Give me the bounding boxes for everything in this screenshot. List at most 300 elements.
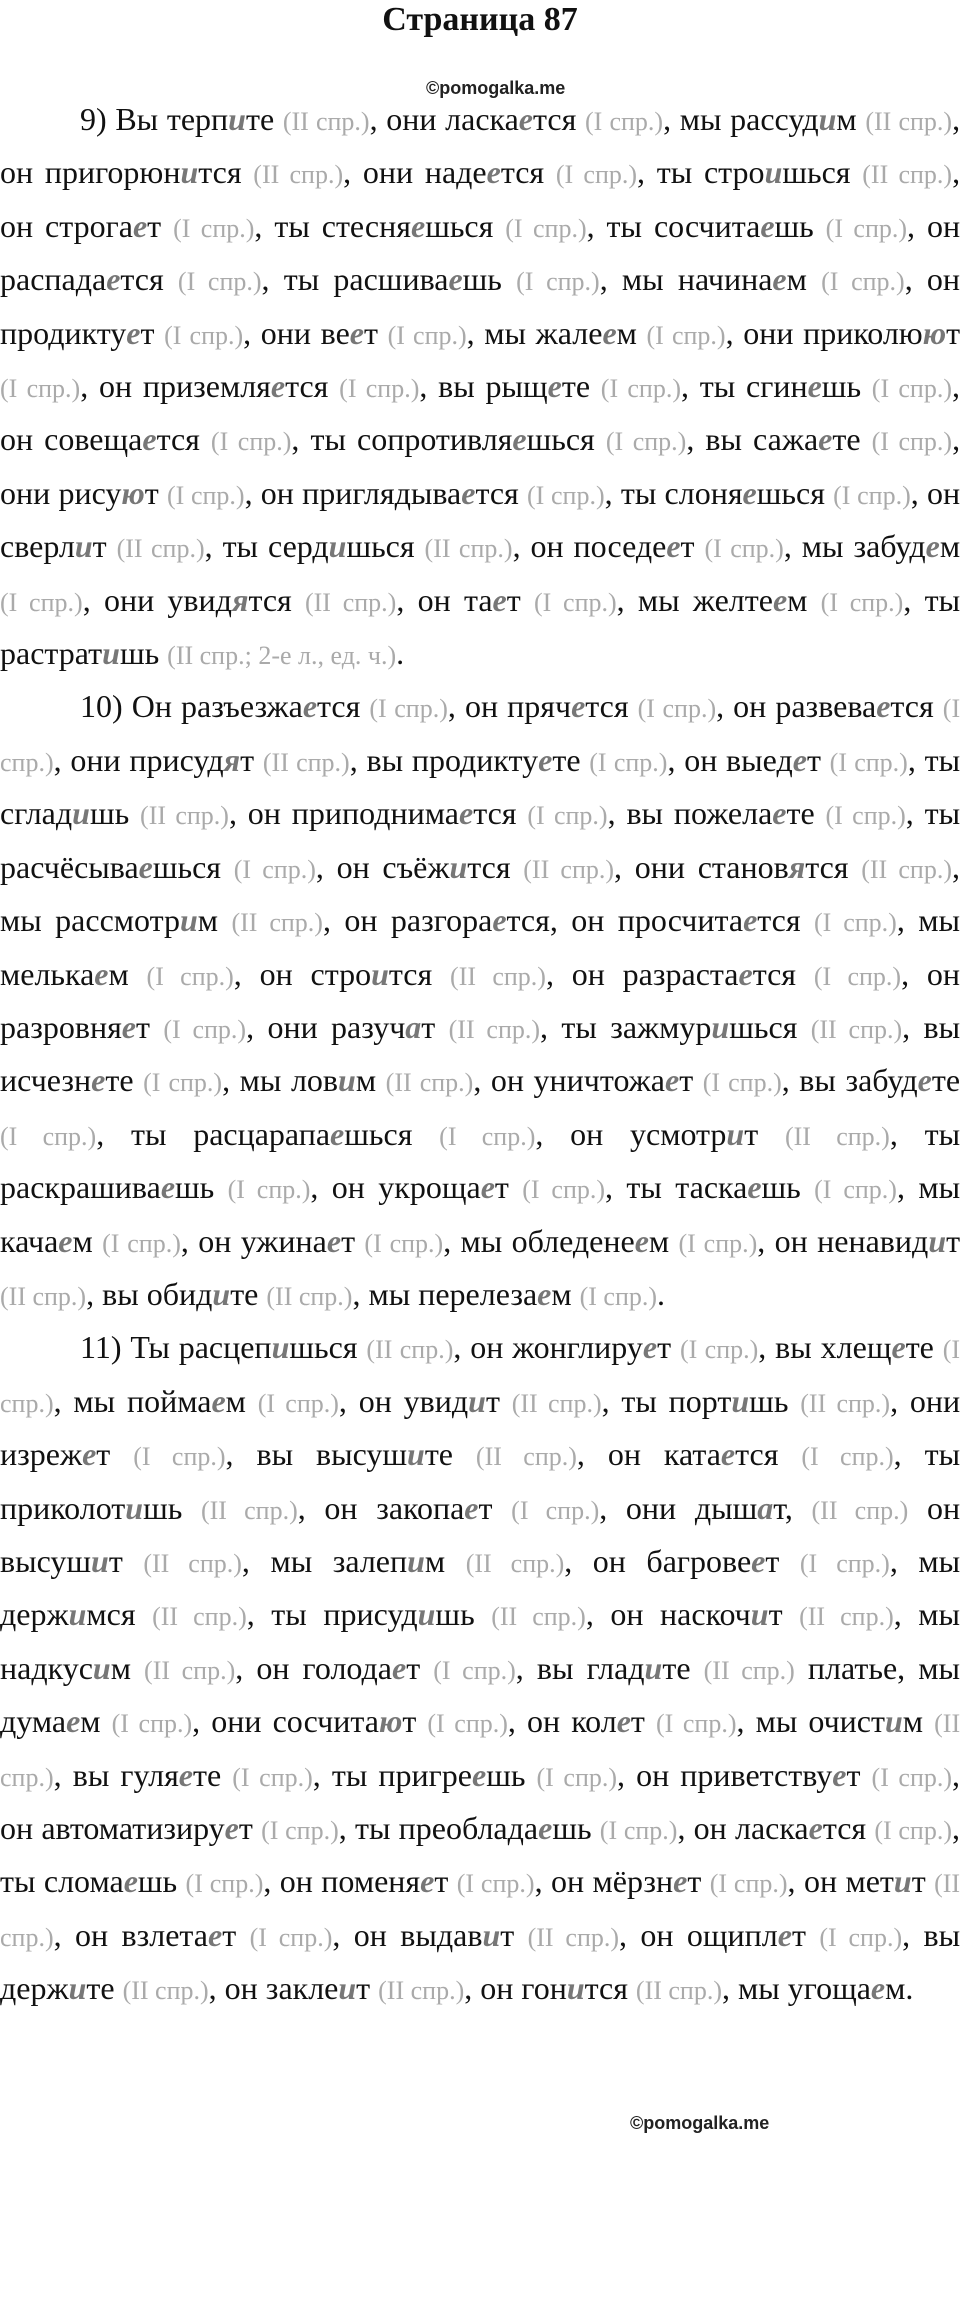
ending-vowel: е [571,688,586,725]
ending-vowel: е [461,474,476,511]
verb-entry: он закопает (I спр.), [324,1489,608,1526]
ending-vowel: е [742,474,757,511]
ending-vowel: и [417,1596,436,1633]
verb-entry: мы угощаем. [738,1970,914,2007]
conjugation-note: (II спр.) [152,1602,247,1632]
ending-vowel: е [330,1115,345,1152]
verb-entry: он съёжится (II спр.), [336,848,623,885]
verb-form: он просчитается [571,902,801,939]
verb-form: мы перелезаем [368,1275,572,1312]
conjugation-note: (I спр.) [505,213,587,243]
conjugation-note: (II спр.) [784,1121,890,1151]
verb-form: вы исчезнете [0,1008,960,1099]
verb-entry: он пригорюнится (II спр.), [0,154,352,191]
conjugation-note: (II спр.) [475,1442,577,1472]
ending-vowel: и [764,154,783,191]
verb-form: Он разъезжается [131,688,361,725]
verb-entry: он мёрзнет (I спр.), [550,1863,796,1900]
verb-entry: ты зажмуришься (II спр.), [561,1008,911,1045]
conjugation-note: (I спр.) [605,427,687,457]
ending-vowel: е [537,1275,552,1312]
conjugation-note: (I спр.) [111,1709,193,1739]
conjugation-note: (I спр.) [637,694,717,724]
verb-form: он гонится [480,1970,628,2007]
conjugation-note: (I спр.) [439,1121,536,1151]
conjugation-note: (II спр.) [810,1014,903,1044]
verb-form: они веет [260,314,378,351]
ending-vowel: е [410,207,426,244]
conjugation-note: (I спр.) [516,267,600,297]
verb-form: он строгает [0,207,162,244]
conjugation-note: (II спр.) [282,107,370,136]
ending-vowel: е [349,314,364,351]
verb-entry: он багровеет (I спр.), [592,1542,898,1579]
verb-form: Ты расцепишься [130,1329,358,1366]
verb-form: они ласкается [386,101,577,137]
verb-form: мы держимся [0,1542,960,1633]
verb-entry [537,1650,795,1686]
ending-vowel: е [480,1169,495,1206]
conjugation-note: (II спр.) [0,1281,87,1311]
conjugation-note: (I спр.) [133,1442,226,1472]
ending-vowel: е [142,421,157,458]
verb-form: он голодает [256,1649,421,1686]
verb-form: они становятся [634,848,849,885]
verb-form: ты преобладаешь [354,1810,592,1846]
conjugation-note: (I спр.) [185,1869,264,1899]
verb-entry: ты сгладишь (II спр.), [0,741,960,832]
conjugation-note: (I спр.) [813,908,897,938]
ending-vowel: и [92,1649,111,1686]
ending-vowel: е [876,688,891,725]
conjugation-note: (II спр.) [511,1388,602,1418]
ending-vowel: а [757,1489,774,1526]
verb-form: мы залепим [270,1542,446,1579]
verb-form: они присудят [70,741,255,778]
conjugation-note: (II спр.) [527,1922,620,1952]
conjugation-note: (I спр.) [146,961,234,991]
ending-vowel: е [121,1008,136,1045]
verb-entry: вы пожелаете (I спр.), [626,795,914,832]
ending-vowel: ю [378,1703,403,1740]
conjugation-note: (I спр.) [821,267,905,297]
ending-vowel: и [212,1275,231,1312]
conjugation-note: (I спр.) [679,1335,759,1365]
verb-entry: ты раскрашиваешь (I спр.), [0,1115,960,1206]
conjugation-note: (II спр.) [144,1655,236,1685]
verb-entry: он жонглирует (I спр.), [470,1329,767,1366]
conjugation-note: (II спр.) [811,1495,909,1525]
conjugation-note: (I спр.) [584,107,664,136]
conjugation-note: (I спр.) [527,801,608,831]
verb-form: мы забудем [801,528,960,565]
verb-form: ты сосчитаешь [606,207,814,244]
verb-form: мы ловим [239,1062,377,1099]
ending-vowel: и [74,528,93,565]
verb-entry: ты сердишься (II спр.), [222,528,521,565]
verb-form: ты сгинешь [699,368,862,405]
conjugation-note: (I спр.) [704,534,784,564]
verb-entry: мы начинаем (I спр.), [621,261,913,298]
ending-vowel: и [68,1596,87,1633]
verb-entry: они приколюют (I спр.), [0,314,960,405]
verb-entry: он усмотрит (II спр.), [570,1115,898,1152]
verb-entry: он приземляется (I спр.), [98,368,428,405]
verb-form: он мёрзнет [550,1863,702,1900]
ending-vowel: е [326,1222,342,1259]
verb-entry: он голодает (I спр.), [256,1649,524,1686]
verb-entry: ты расчёсываешься (I спр.), [0,795,960,885]
ending-vowel: е [743,902,758,939]
verb-entry: он заклeит (II спр.), [224,1970,473,2007]
verb-entry: ты стесняешься (I спр.), [274,207,595,244]
ending-vowel: ю [922,314,947,351]
verb-entry: вы исчезнете (I спр.), [0,1008,960,1099]
conjugation-note: (I спр.) [0,587,83,617]
verb-form: ты сердишься [222,528,415,565]
ending-vowel: е [720,1436,736,1473]
ending-vowel: е [66,1703,81,1740]
conjugation-note: (I спр.) [387,320,467,350]
verb-entry: он разрастается (I спр.), [571,955,910,992]
conjugation-note: (II спр.) [799,1602,894,1632]
verb-entry: он продиктует (I спр.), [0,261,960,351]
verb-entry: он разгорается, [344,902,558,939]
conjugation-note: (II спр.) [0,1869,960,1952]
conjugation-note: (I спр.) [579,1281,658,1311]
conjugation-note: (II спр.) [800,1388,891,1418]
page-title: Страница 87 [382,1,578,38]
verb-entry: вы обидите (II спр.), [102,1275,361,1312]
verb-entry: они веет (I спр.), [260,314,475,351]
verb-entry: они разучат (II спр.), [267,1008,549,1045]
verb-entry: он уничтожает (I спр.), [490,1062,790,1099]
verb-form: он автоматизирует [0,1810,253,1846]
verb-form: мы обледенеем [460,1222,670,1259]
ending-vowel: е [512,421,527,458]
conjugation-note: (II спр.) [448,1014,541,1044]
conjugation-note: (II спр.) [703,1655,795,1685]
ending-vowel: е [138,848,153,885]
verb-form: он ощиплет [640,1916,806,1953]
verb-entry: вы гуляете (I спр.), [72,1756,321,1793]
verb-form: ты таскаешь [626,1169,801,1206]
verb-form: ты расцарапаешься [130,1115,413,1152]
ending-vowel: и [885,1703,903,1740]
ending-vowel: и [125,1489,144,1526]
verb-entry: он взлетает (I спр.), [75,1916,341,1953]
ending-vowel: е [664,1062,680,1099]
verb-form: они разучат [267,1008,436,1045]
conjugation-note: (I спр.) [599,1816,678,1845]
verb-form: он ненавидит [774,1222,960,1259]
verb-entry: мы очистим (II спр.), [0,1703,960,1793]
ending-vowel: е [472,1756,487,1793]
verb-entry: ты таскаешь (I спр.), [626,1169,905,1206]
exercise-paragraph [0,1322,960,2016]
verb-entry: он распадается (I спр.), [0,207,960,298]
ending-vowel: е [492,902,507,939]
verb-form: ты сопротивляешься [310,421,595,458]
verb-form: они приколюют [743,314,960,351]
ending-vowel: е [870,1970,886,2007]
ending-vowel: и [68,1970,87,2007]
verb-entry: он совещается (I спр.), [0,421,300,458]
conjugation-note: (II спр.) [253,160,344,190]
conjugation-note: (II спр.) [266,1281,353,1311]
ending-vowel: е [602,314,617,351]
verb-entry: вы сажаете (I спр.), [705,421,960,458]
verb-form: вы гуляете [72,1756,222,1793]
conjugation-note: (I спр.) [709,1869,788,1899]
ending-vowel: е [518,101,533,137]
verb-form: ты пригреешь [331,1756,526,1793]
verb-form: он приземляется [98,368,329,405]
conjugation-note: (I спр.) [819,1922,903,1952]
verb-form: он увидит [358,1382,500,1419]
verb-form: он метит [803,1863,926,1900]
verb-entry: 10) Он разъезжается (I спр.), [80,688,456,725]
verb-form: мы угощаем [738,1970,906,2007]
verb-form: ты строишься [656,154,851,191]
ending-vowel: е [747,1169,762,1206]
ending-vowel: е [160,1169,176,1206]
verb-form: ты зажмуришься [561,1008,798,1045]
verb-form: он приглядывается [260,474,519,511]
conjugation-note: (I спр.) [173,213,255,243]
verb-form: он багровеет [592,1542,780,1579]
ending-vowel: е [891,1329,906,1366]
verb-entry: они рисуют (I спр.), [0,474,253,511]
conjugation-note: (I спр.) [511,1495,600,1525]
verb-form: он тает [417,581,521,618]
conjugation-note: (II спр.) [861,854,952,884]
verb-form: он разгорается [344,902,550,939]
verb-form: он ужинает [198,1222,356,1259]
verb-entry: ты сгинешь (I спр.), [699,368,960,405]
verb-entry: мы обледенеем (I спр.), [460,1222,766,1259]
verb-entry: он просчитается (I спр.), [571,902,905,939]
exercise-paragraph [0,94,960,681]
verb-entry: мы мелькаем (I спр.), [0,902,960,992]
verb-entry: 11) Ты расцепишься (II спр.), [80,1329,462,1366]
ending-vowel: и [468,1382,486,1419]
ending-vowel: е [486,154,501,191]
conjugation-note: (II спр.) [0,1709,960,1792]
ending-vowel: е [106,261,121,298]
conjugation-note: (I спр.) [433,1655,516,1685]
verb-entry: он развевается (I спр.), [0,688,960,778]
verb-form: мы жалеем [484,314,637,351]
verb-form: он распадается [0,207,960,298]
conjugation-note: (II спр.) [465,1548,565,1578]
verb-form: он уничтожает [490,1062,694,1099]
verb-form: он катается [607,1436,779,1473]
verb-entry: мы рассудим (II спр.), [679,101,960,137]
verb-entry: мы забудем (I спр.), [0,528,960,618]
verb-entry: он ужинает (I спр.), [198,1222,452,1259]
ending-vowel: я [788,848,806,885]
ending-vowel: е [458,795,474,832]
verb-form: они надеется [362,154,545,191]
conjugation-note: (II спр.) [378,1976,465,2006]
ending-vowel: и [91,1542,109,1579]
ending-vowel: и [228,101,246,137]
verb-entry: они становятся (II спр.), [634,848,960,885]
verb-form: он наскочит [610,1596,783,1633]
verb-form: он взлетает [75,1916,237,1953]
verb-form: вы гладите [536,1649,691,1686]
ending-vowel: и [180,154,199,191]
verb-entry: он прячется (I спр.), [464,688,725,725]
conjugation-note: (I спр.) [646,320,726,350]
verb-form: они увидятся [103,581,292,618]
verb-entry: он приподнимается (I спр.), [247,795,616,832]
verb-form: мы надкусим [0,1596,960,1686]
verb-form: ты сломаешь [0,1863,178,1900]
verb-form: мы рассмотрим [0,902,219,939]
conjugation-note: (II спр.) [385,1068,474,1098]
conjugation-note: (I спр.) [164,320,244,350]
conjugation-note: (I спр.) [829,747,908,777]
verb-form: он колет [527,1703,645,1740]
ending-vowel: е [91,1062,106,1099]
verb-entry: ты строишься (II спр.), [656,154,960,191]
conjugation-note: (I спр.) [232,1762,313,1792]
verb-entry: мы поймаем (I спр.), [73,1382,347,1419]
ending-vowel: и [328,528,347,565]
verb-form: он ласкается [693,1810,867,1846]
conjugation-note: (II спр.) [523,854,615,884]
ending-vowel: е [538,1810,553,1846]
verb-form: он прячется [464,688,629,725]
conjugation-note: (I спр.) [825,213,908,243]
verb-form: вы обидите [102,1275,259,1312]
conjugation-note: (I спр.) [0,1335,960,1418]
verb-form: ты растратишь [0,581,960,672]
verb-form: платье, мы думаем [0,1649,960,1740]
verb-form: ты раскрашиваешь [0,1115,960,1206]
ending-vowel: е [673,1863,688,1900]
verb-entry: ты присудишь (II спр.), [271,1596,594,1633]
ending-vowel: е [391,1649,407,1686]
ending-vowel: е [132,207,148,244]
verb-form: ты приколотишь [0,1436,960,1526]
conjugation-note: (II спр.; 2-е л., ед. ч.) [167,641,397,671]
conjugation-note: (II спр.) [200,1495,298,1525]
conjugation-note: (I спр.) [600,374,681,404]
ending-vowel: е [772,795,787,832]
conjugation-note: (I спр.) [871,374,952,404]
verb-entry: мы надкусим (II спр.), [0,1596,960,1686]
verb-entry: вы держите (II спр.), [0,1916,960,2007]
ending-vowel: е [270,368,286,405]
verb-entry: мы держимся (II спр.), [0,1542,960,1633]
conjugation-note: (II спр.) [491,1602,586,1632]
ending-vowel: е [642,1329,658,1366]
verb-form: они сосчитают [211,1703,417,1740]
conjugation-note: (I спр.) [555,160,638,190]
ending-vowel: е [538,741,553,778]
conjugation-note: (I спр.) [533,587,617,617]
conjugation-note: (II спр.) [424,534,513,564]
conjugation-note: (I спр.) [833,480,911,510]
conjugation-note: (I спр.) [814,1175,897,1205]
ending-vowel: е [492,581,507,618]
verb-form: он сверлит [0,474,960,565]
verb-entry: они сосчитают (I спр.), [211,1703,516,1740]
verb-entry: он строится (II спр.), [259,955,554,992]
conjugation-note: (II спр.) [122,1976,209,2006]
ending-vowel: и [644,1649,663,1686]
verb-entry: он колет (I спр.), [527,1703,745,1740]
verb-entry: ты растратишь (II спр.; 2-е л., ед. ч.). [0,581,960,672]
verb-form: он разрастается [571,955,797,992]
verb-form: вы пожелаете [626,795,815,832]
conjugation-note: (I спр.) [102,1228,181,1258]
ending-vowel: е [208,1916,223,1953]
conjugation-note: (II спр.) [450,961,546,991]
conjugation-note: (I спр.) [0,374,81,404]
ending-vowel: е [751,1542,766,1579]
verb-entry: они присудят (II спр.), [70,741,358,778]
verb-entry: вы хлещете (I спр.), [0,1329,960,1419]
verb-form: вы хлещете [775,1329,934,1366]
verb-form: он поседеет [530,528,695,565]
conjugation-note: (II спр.) [635,1976,722,2006]
verb-form: он строится [259,955,433,992]
ending-vowel: е [772,581,788,618]
verb-form: ты портишь [621,1382,789,1419]
ending-vowel: е [58,1222,73,1259]
ending-vowel: е [420,1863,435,1900]
verb-form: вы держите [0,1916,960,2007]
exercise-paragraph [0,681,960,1322]
verb-entry: он ненавидит (II спр.), [0,1222,960,1312]
conjugation-note: (I спр.) [261,1816,339,1845]
verb-form: ты слоняешься [620,474,825,511]
conjugation-note: (II спр.) [262,747,350,777]
verb-entry: вы забудете (I спр.), [0,1062,960,1152]
conjugation-note: (I спр.) [427,1709,508,1739]
ending-vowel: и [731,1382,750,1419]
verb-entry: он автоматизирует (I спр.), [0,1810,347,1846]
conjugation-note: (II спр.) [304,587,397,617]
verb-entry: ты слоняешься (I спр.), [620,474,919,511]
verb-entry: они ласкается (I спр.), [386,101,672,137]
verb-entry: ты сломаешь (I спр.), [0,1863,272,1900]
verb-entry [626,1490,908,1526]
verb-form: Вы терпите [115,101,275,137]
conjugation-note: (II спр.) [862,160,953,190]
ending-vowel: я [223,741,241,778]
ending-vowel: и [928,1222,947,1259]
verb-form: ты расшиваешь [283,261,502,298]
verb-entry: он наскочит (II спр.), [610,1596,902,1633]
conjugation-note: (I спр.) [364,1228,444,1258]
verb-form: он развевается [733,688,934,725]
ending-vowel: и [102,635,120,672]
verb-form: он выдавит [353,1916,515,1953]
conjugation-note: (I спр.) [456,1869,535,1899]
conjugation-note: (I спр.) [177,267,262,297]
conjugation-note: (II спр.) [231,908,323,938]
verb-form: вы продиктуете [366,741,581,778]
ending-vowel: е [82,1436,97,1473]
verb-form: он закопает [324,1489,493,1526]
conjugation-note: (I спр.) [813,961,902,991]
ending-vowel: е [777,1916,792,1953]
